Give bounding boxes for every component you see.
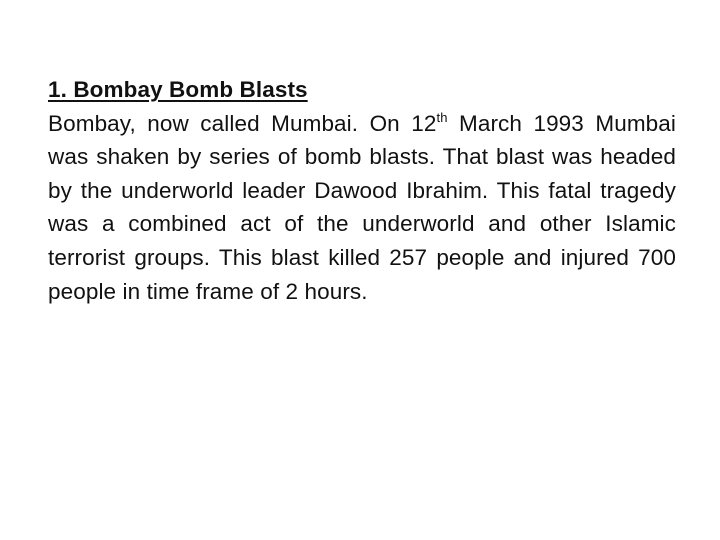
slide-paragraph xyxy=(48,107,676,309)
ordinal-superscript: th xyxy=(436,109,448,125)
paragraph-part-1: Bombay, now called Mumbai. On 12 xyxy=(48,110,437,136)
slide-content xyxy=(48,73,676,308)
paragraph-part-2: March 1993 Mumbai was shaken by series of bomb blasts. That blast was headed by the underworld leader Dawood Ibrahim. This fatal tragedy was a combined act of the underworld and other Islamic terrorist groups. This blast killed 257 people and injured 700 people in time frame of 2 hours. xyxy=(48,110,676,304)
slide-heading: 1. Bombay Bomb Blasts xyxy=(48,77,308,102)
